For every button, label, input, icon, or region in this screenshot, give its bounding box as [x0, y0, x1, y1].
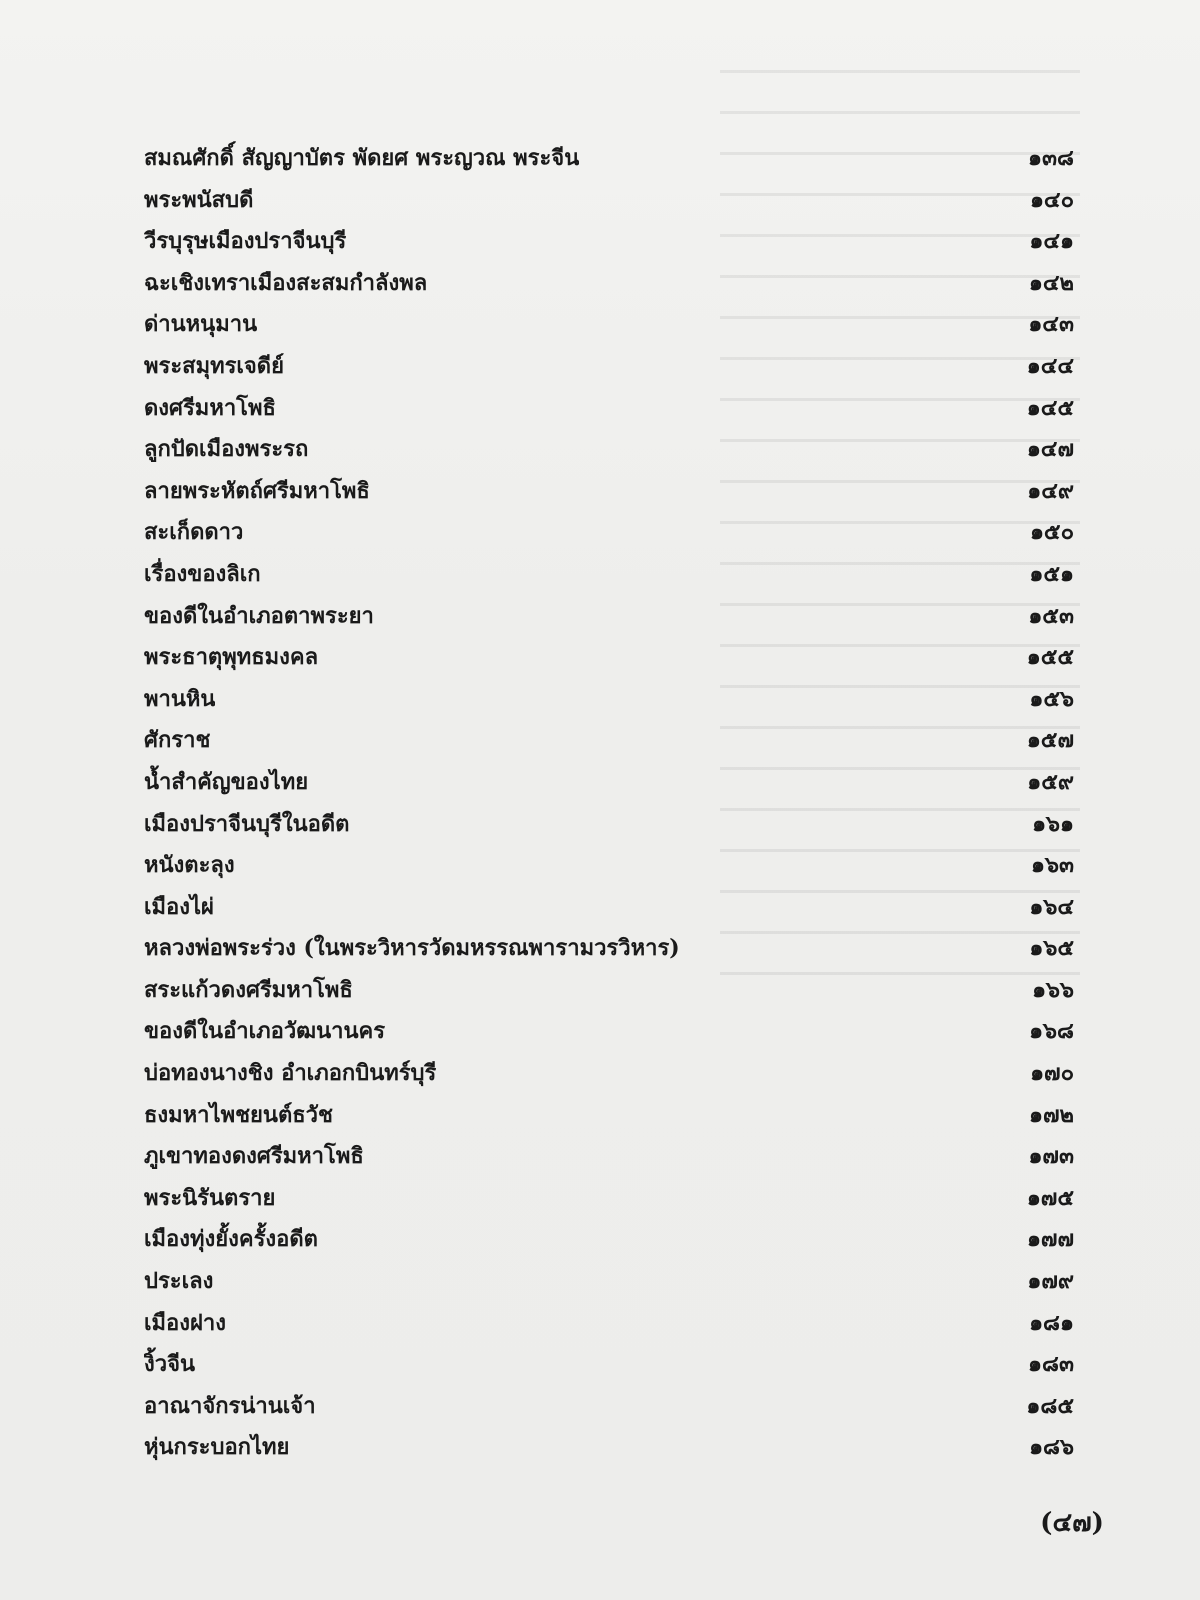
toc-entry-page: ๑๔๗ — [1026, 436, 1074, 463]
toc-entry-page: ๑๔๑ — [1029, 228, 1074, 255]
toc-entry-title: น้ำสำคัญของไทย — [144, 768, 309, 795]
toc-entry-title: บ่อทองนางชิง อำเภอกบินทร์บุรี — [144, 1060, 437, 1087]
toc-entry-title: พระธาตุพุทธมงคล — [144, 644, 319, 671]
toc-entry-title: หลวงพ่อพระร่วง (ในพระวิหารวัดมหรรณพารามวรวิหาร) — [144, 935, 680, 962]
toc-entry-page: ๑๔๐ — [1029, 186, 1074, 213]
toc-entry-page: ๑๕๕ — [1026, 644, 1074, 671]
toc-entry-page: ๑๘๓ — [1028, 1351, 1074, 1378]
toc-entry — [144, 263, 1074, 305]
toc-entry-title: สมณศักดิ์ สัญญาบัตร พัดยศ พระญวณ พระจีน — [144, 145, 580, 171]
toc-entry-page: ๑๗๗ — [1026, 1226, 1074, 1253]
toc-entry — [144, 1011, 1074, 1053]
toc-entry-title: เมืองทุ่งยั้งครั้งอดีต — [144, 1226, 318, 1253]
toc-entry-page: ๑๕๓ — [1028, 602, 1074, 629]
toc-entry — [144, 637, 1074, 679]
toc-entry — [144, 928, 1074, 970]
toc-entry-title: อาณาจักรน่านเจ้า — [144, 1392, 316, 1419]
toc-entry — [144, 346, 1074, 388]
page-number: (๔๗) — [1040, 1508, 1104, 1538]
toc-entry — [144, 1344, 1074, 1386]
toc-entry-page: ๑๓๘ — [1028, 145, 1074, 171]
toc-entry — [144, 1427, 1074, 1469]
toc-entry — [144, 1386, 1074, 1428]
toc-entry-page: ๑๖๖ — [1032, 976, 1074, 1003]
toc-entry-title: พระนิรันตราย — [144, 1184, 276, 1211]
toc-entry-title: ลายพระหัตถ์ศรีมหาโพธิ — [144, 477, 370, 504]
toc-entry-page: ๑๕๑ — [1029, 560, 1074, 587]
toc-entry-page: ๑๔๓ — [1028, 311, 1074, 338]
toc-entry — [144, 845, 1074, 887]
toc-entry-page: ๑๕๙ — [1027, 768, 1074, 795]
toc-entry — [144, 679, 1074, 721]
toc-entry-page: ๑๖๔ — [1029, 893, 1074, 920]
toc-entry — [144, 304, 1074, 346]
toc-entry-page: ๑๗๐ — [1030, 1060, 1074, 1087]
toc-entry — [144, 804, 1074, 846]
toc-entry-title: ฉะเชิงเทราเมืองสะสมกำลังพล — [144, 269, 428, 296]
toc-entry — [144, 970, 1074, 1012]
toc-entry-page: ๑๖๘ — [1029, 1018, 1074, 1045]
toc-entry-page: ๑๔๒ — [1028, 269, 1074, 296]
toc-entry-title: สะเก็ดดาว — [144, 519, 244, 546]
toc-entry-page: ๑๔๕ — [1026, 394, 1074, 421]
toc-entry-page: ๑๕๖ — [1029, 685, 1074, 712]
toc-entry — [144, 1219, 1074, 1261]
toc-entry-page: ๑๖๕ — [1029, 935, 1074, 962]
toc-entry — [144, 180, 1074, 222]
toc-entry-title: หุ่นกระบอกไทย — [144, 1434, 290, 1461]
toc-entry — [144, 221, 1074, 263]
toc-entry — [144, 1303, 1074, 1345]
toc-entry-title: หนังตะลุง — [144, 852, 235, 879]
toc-entry-page: ๑๘๑ — [1029, 1309, 1074, 1336]
toc-entry — [144, 1053, 1074, 1095]
toc-entry — [144, 596, 1074, 638]
toc-entry-page: ๑๗๓ — [1028, 1143, 1074, 1170]
toc-entry-title: ภูเขาทองดงศรีมหาโพธิ — [144, 1143, 364, 1170]
toc-entry-title: ธงมหาไพชยนต์ธวัช — [144, 1101, 333, 1128]
toc-entry-page: ๑๗๕ — [1026, 1184, 1074, 1211]
toc-entry — [144, 1261, 1074, 1303]
toc-entry — [144, 1095, 1074, 1137]
toc-entry — [144, 471, 1074, 513]
toc-entry — [144, 388, 1074, 430]
toc-entry-title: วีรบุรุษเมืองปราจีนบุรี — [144, 228, 347, 255]
toc-entry-title: เมืองฝาง — [144, 1309, 226, 1336]
toc-entry — [144, 554, 1074, 596]
toc-entry-title: ดงศรีมหาโพธิ — [144, 394, 276, 421]
toc-entry — [144, 1178, 1074, 1220]
toc-entry — [144, 1136, 1074, 1178]
toc-entry-title: พานหิน — [144, 685, 216, 712]
toc-entry-title: ของดีในอำเภอวัฒนานคร — [144, 1018, 386, 1045]
toc-entry-page: ๑๔๙ — [1027, 477, 1074, 504]
toc-entry-page: ๑๔๔ — [1026, 352, 1074, 379]
toc-entry — [144, 512, 1074, 554]
toc-entry-page: ๑๖๓ — [1031, 852, 1074, 879]
toc-entry — [144, 720, 1074, 762]
toc-entry-title: ของดีในอำเภอตาพระยา — [144, 602, 374, 629]
toc-entry-title: เมืองปราจีนบุรีในอดีต — [144, 810, 350, 837]
toc-entry-page: ๑๖๑ — [1032, 810, 1074, 837]
toc-entry-page: ๑๘๖ — [1029, 1434, 1074, 1461]
toc-entry-title: เมืองไผ่ — [144, 893, 214, 920]
toc-entry-title: พระสมุทรเจดีย์ — [144, 352, 284, 379]
toc-entry-title: ศักราช — [144, 727, 211, 754]
toc-entry-title: สระแก้วดงศรีมหาโพธิ — [144, 976, 353, 1003]
table-of-contents — [144, 138, 1074, 1469]
toc-entry-page: ๑๘๕ — [1026, 1392, 1074, 1419]
toc-entry — [144, 762, 1074, 804]
toc-entry-title: ประเลง — [144, 1268, 214, 1295]
toc-entry — [144, 429, 1074, 471]
toc-entry-title: ด่านหนุมาน — [144, 311, 258, 338]
toc-entry — [144, 138, 1074, 180]
toc-entry-title: เรื่องของลิเก — [144, 560, 261, 587]
toc-entry-page: ๑๕๐ — [1029, 519, 1074, 546]
toc-entry-page: ๑๗๒ — [1028, 1101, 1074, 1128]
toc-entry-title: งิ้วจีน — [144, 1351, 196, 1378]
toc-entry-title: ลูกปัดเมืองพระรถ — [144, 436, 309, 463]
toc-entry-page: ๑๕๗ — [1026, 727, 1074, 754]
toc-entry-title: พระพนัสบดี — [144, 186, 254, 213]
toc-entry-page: ๑๗๙ — [1027, 1268, 1074, 1295]
toc-entry — [144, 887, 1074, 929]
